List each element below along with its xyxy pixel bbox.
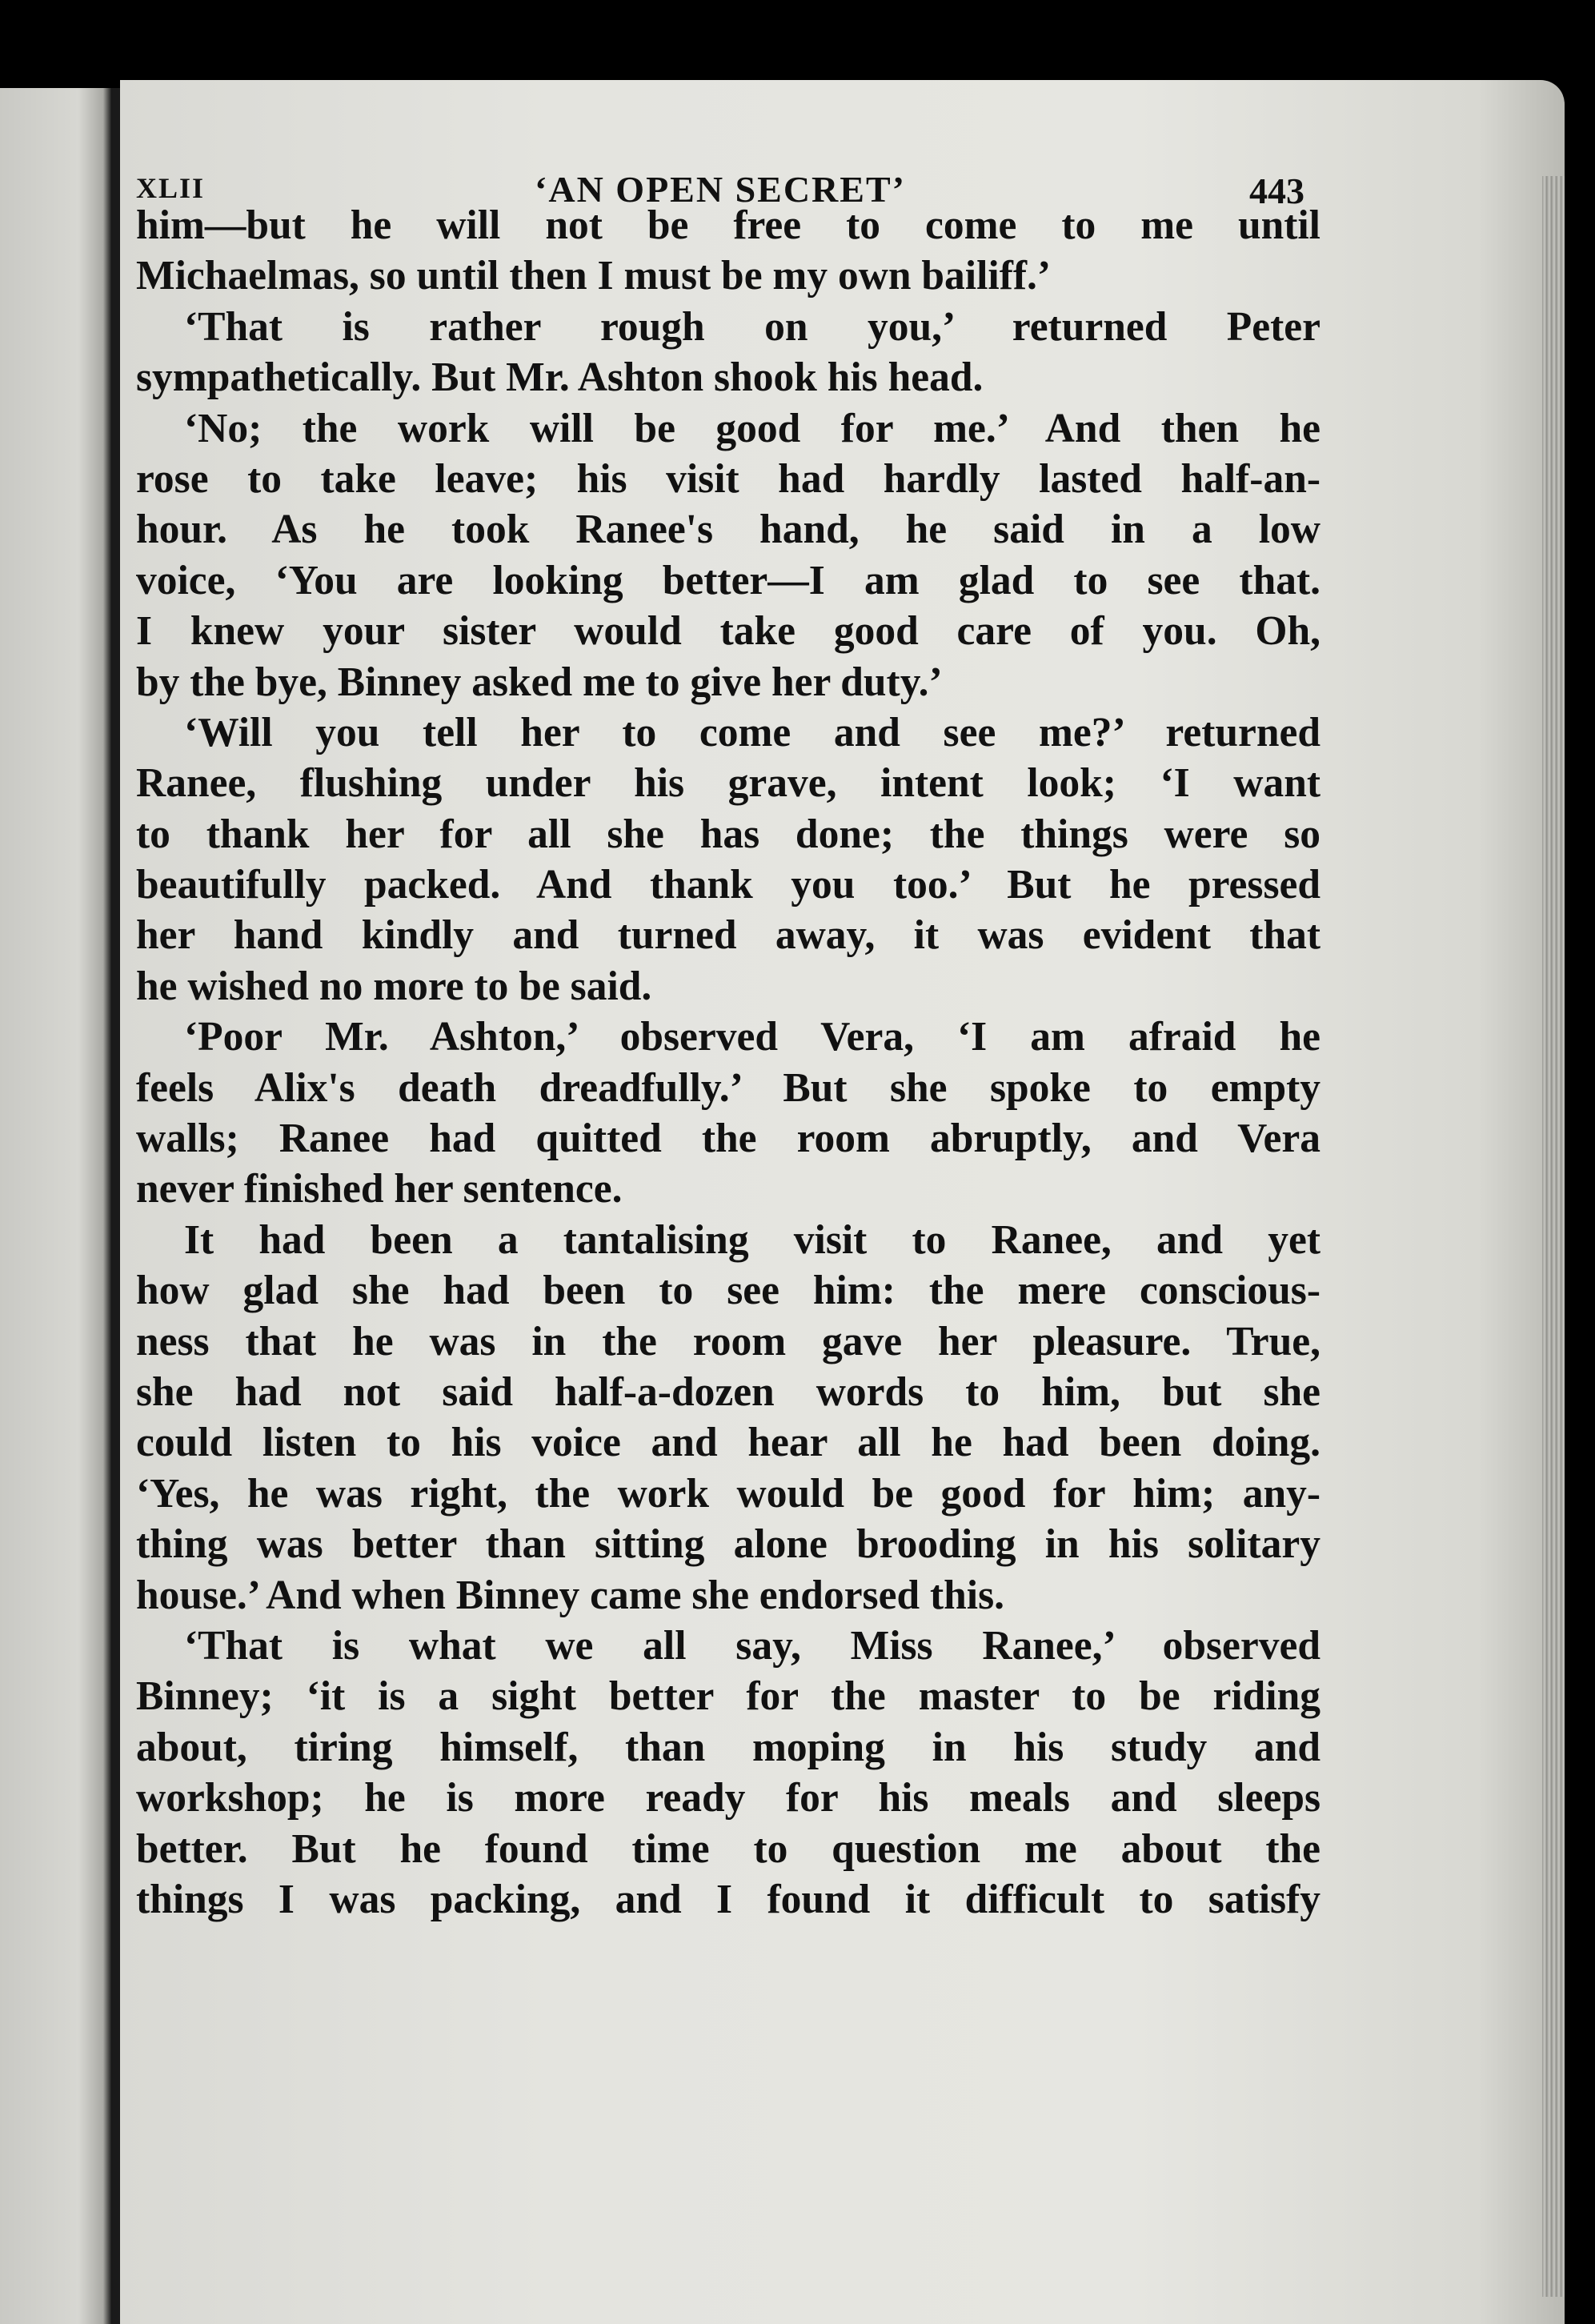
facing-page-edge — [0, 88, 112, 2324]
text-line: ness that he was in the room gave her pleasure. True, — [136, 1318, 1320, 1364]
text-line: he wished no more to be said. — [136, 963, 652, 1009]
text-line: him—but he will not be free to come to me until — [136, 202, 1320, 248]
text-line: Michaelmas, so until then I must be my own bailiff.’ — [136, 253, 1052, 299]
text-line: I knew your sister would take good care of you. Oh, — [136, 608, 1320, 655]
text-line: about, tiring himself, than moping in his study and — [136, 1724, 1320, 1770]
text-line: ‘Will you tell her to come and see me?’ returned — [184, 709, 1320, 755]
text-line: house.’ And when Binney came she endorsed this. — [136, 1572, 1004, 1618]
text-line: beautifully packed. And thank you too.’ But he pressed — [136, 862, 1320, 908]
book-gutter — [112, 88, 120, 2324]
body-text — [136, 200, 1320, 1925]
running-title: ‘AN OPEN SECRET’ — [535, 169, 906, 210]
page-fore-edge — [1542, 176, 1565, 2297]
text-line: could listen to his voice and hear all he had been doing. — [136, 1420, 1320, 1466]
text-line: voice, ‘You are looking better—I am glad to see that. — [136, 557, 1320, 603]
text-line: better. But he found time to question me about the — [136, 1825, 1320, 1872]
text-line: Binney; ‘it is a sight better for the master to be riding — [136, 1673, 1320, 1720]
text-line: workshop; he is more ready for his meals and sleeps — [136, 1775, 1320, 1821]
text-line: walls; Ranee had quitted the room abruptly, and Vera — [136, 1116, 1320, 1162]
text-line: how glad she had been to see him: the mere conscious- — [136, 1268, 1320, 1314]
text-line: ‘Poor Mr. Ashton,’ observed Vera, ‘I am afraid he — [184, 1014, 1320, 1060]
text-line: rose to take leave; his visit had hardly lasted half-an- — [136, 455, 1320, 502]
chapter-number: XLII — [136, 172, 206, 204]
text-line: sympathetically. But Mr. Ashton shook his head. — [136, 355, 984, 401]
text-line: Ranee, flushing under his grave, intent look; ‘I want — [136, 760, 1320, 807]
text-line: thing was better than sitting alone brooding in his solitary — [136, 1521, 1320, 1568]
text-line: hour. As he took Ranee's hand, he said in a low — [136, 507, 1320, 553]
text-line: ‘That is what we all say, Miss Ranee,’ observed — [184, 1622, 1320, 1669]
text-line: ‘That is rather rough on you,’ returned Peter — [184, 303, 1320, 350]
text-line: ‘Yes, he was right, the work would be good for him; any- — [136, 1470, 1320, 1517]
page-number: 443 — [1249, 170, 1304, 211]
text-line: feels Alix's death dreadfully.’ But she spoke to empty — [136, 1064, 1320, 1111]
text-line: ‘No; the work will be good for me.’ And then he — [184, 405, 1320, 451]
text-line: never finished her sentence. — [136, 1166, 623, 1212]
text-line: she had not said half-a-dozen words to him, but she — [136, 1368, 1320, 1415]
text-line: things I was packing, and I found it difficult to satisfy — [136, 1876, 1320, 1922]
text-line: by the bye, Binney asked me to give her duty.’ — [136, 659, 943, 705]
text-line: her hand kindly and turned away, it was evident that — [136, 912, 1320, 959]
text-line: It had been a tantalising visit to Ranee, and yet — [184, 1216, 1320, 1263]
text-line: to thank her for all she has done; the things were so — [136, 811, 1320, 857]
